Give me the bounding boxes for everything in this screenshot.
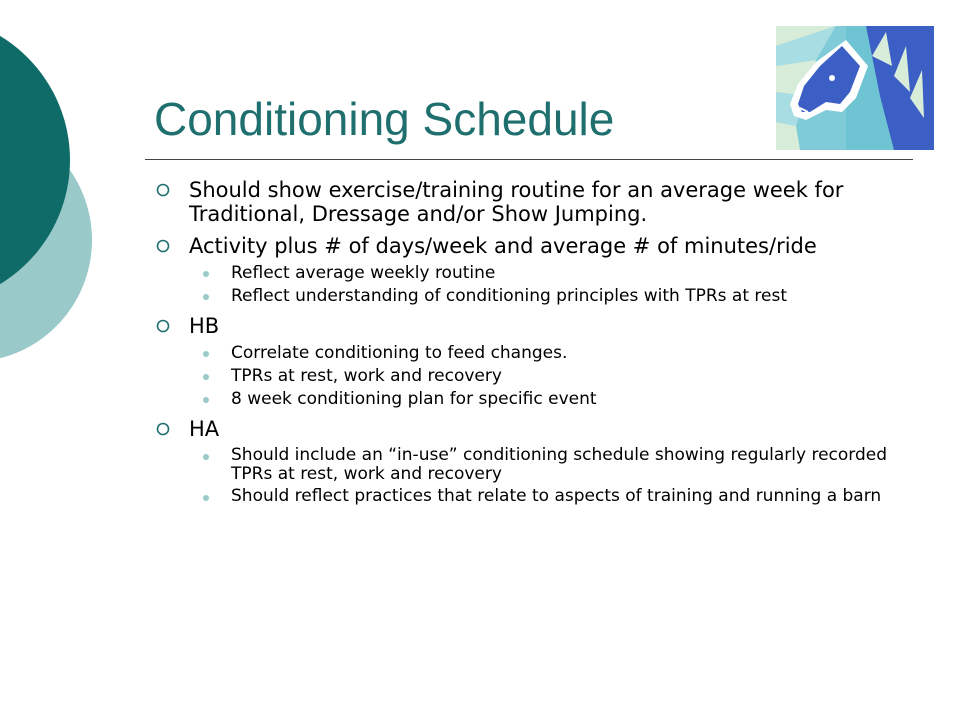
sub-bullet-text: Reflect average weekly routine [231,263,496,283]
bullet-item [155,234,895,258]
sub-bullet-item [155,286,895,306]
bullet-item [155,178,895,226]
sub-bullet-text: Reflect understanding of conditioning principles with TPRs at rest [231,286,788,306]
dot-bullet-icon [203,495,209,501]
open-circle-bullet-icon [155,182,171,198]
dot-bullet-icon [203,374,209,380]
sub-bullet-item [155,343,895,363]
sub-bullet-item [155,263,895,283]
bullet-text: HA [189,417,220,441]
bullet-item [155,417,895,441]
dot-bullet-icon [203,351,209,357]
sub-bullet-item [155,366,895,386]
sub-bullet-list [155,343,895,409]
slide-title: Conditioning Schedule [154,93,615,145]
open-circle-bullet-icon [155,318,171,334]
bullet-text: HB [189,314,220,338]
sub-bullet-text: 8 week conditioning plan for specific event [231,389,597,409]
bullet-text: Activity plus # of days/week and average # of minutes/ride [189,234,817,258]
sub-bullet-list [155,446,895,506]
sub-bullet-item [155,446,895,484]
sub-bullet-text: Should reflect practices that relate to aspects of training and running a barn [231,486,882,506]
horse-head-icon [776,26,934,150]
sub-bullet-text: Should include an “in-use” conditioning schedule showing regularly recorded TPRs at rest, work and recovery [231,445,888,484]
sub-bullet-text: TPRs at rest, work and recovery [231,366,502,386]
open-circle-bullet-icon [155,421,171,437]
sub-bullet-list [155,263,895,306]
title-divider [145,159,913,160]
decorative-circles [0,0,100,400]
sub-bullet-text: Correlate conditioning to feed changes. [231,343,568,363]
bullet-text: Should show exercise/training routine for an average week for Traditional, Dressage and/or Show Jumping. [189,178,844,226]
dot-bullet-icon [203,454,209,460]
bullet-list [155,178,895,506]
dot-bullet-icon [203,271,209,277]
dot-bullet-icon [203,294,209,300]
bullet-item [155,314,895,338]
sub-bullet-item [155,389,895,409]
open-circle-bullet-icon [155,238,171,254]
dot-bullet-icon [203,397,209,403]
sub-bullet-item [155,487,895,506]
